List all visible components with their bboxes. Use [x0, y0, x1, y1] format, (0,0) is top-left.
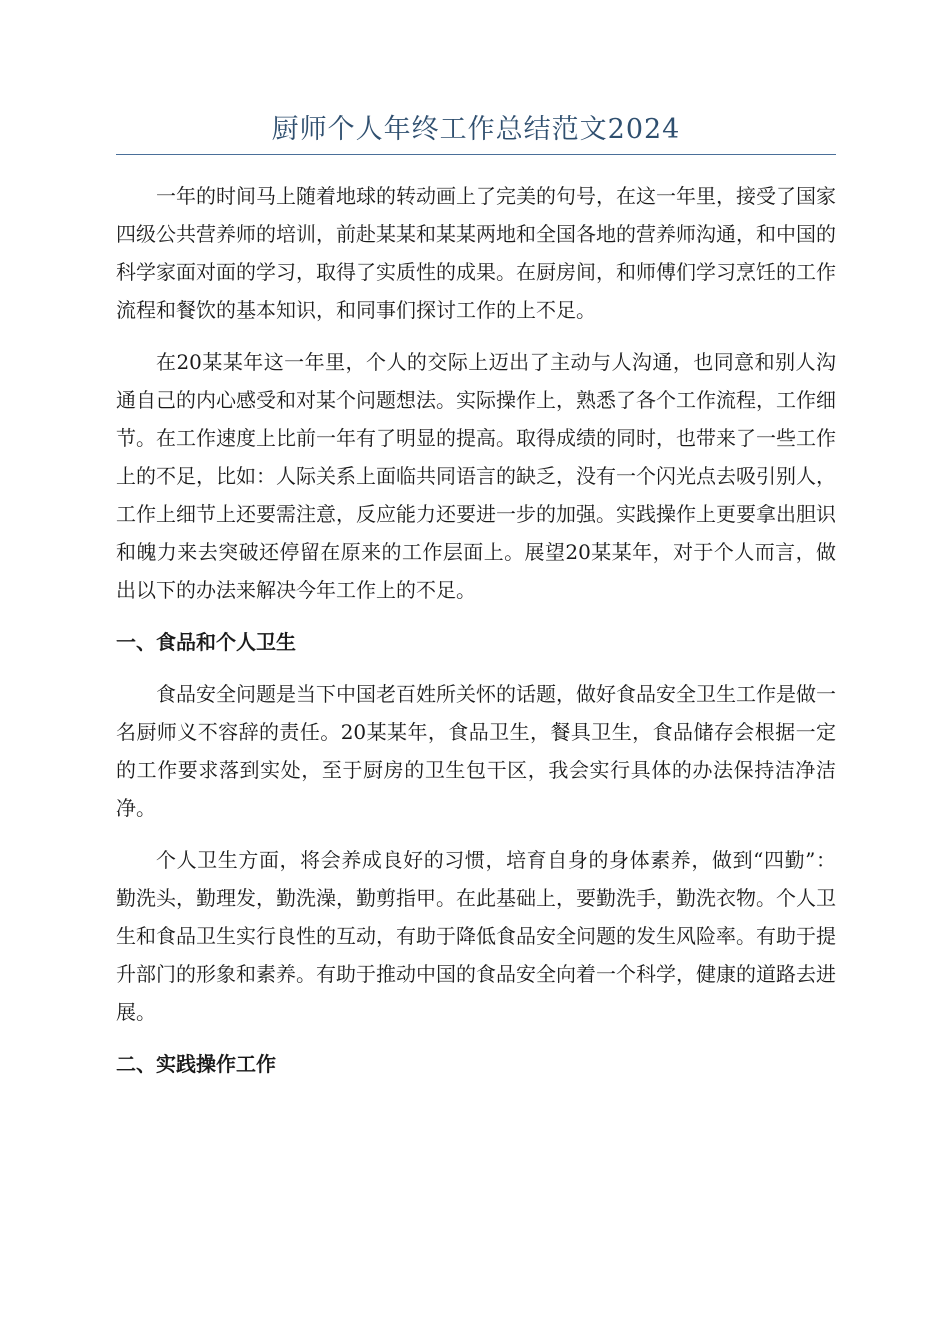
intro-paragraph-1: 一年的时间马上随着地球的转动画上了完美的句号，在这一年里，接受了国家四级公共营养师的培训，前赴某某和某某两地和全国各地的营养师沟通，和中国的科学家面对面的学习，取得了实质性的成果。在厨房间，和师傅们学习烹饪的工作流程和餐饮的基本知识，和同事们探讨工作的上不足。 [116, 184, 836, 322]
section1-paragraph-1: 食品安全问题是当下中国老百姓所关怀的话题，做好食品安全卫生工作是做一名厨师义不容辞的责任。20某某年，食品卫生，餐具卫生，食品储存会根据一定的工作要求落到实处，至于厨房的卫生包干区，我会实行具体的办法保持洁净洁净。 [116, 682, 836, 820]
section-heading-food-hygiene: 一、食品和个人卫生 [116, 630, 296, 654]
document-title: 厨师个人年终工作总结范文2024 [116, 108, 836, 155]
document-page [116, 108, 836, 1097]
section1-paragraph-2: 个人卫生方面，将会养成良好的习惯，培育自身的身体素养，做到“四勤”：勤洗头，勤理发，勤洗澡，勤剪指甲。在此基础上，要勤洗手，勤洗衣物。个人卫生和食品卫生实行良性的互动，有助于降低食品安全问题的发生风险率。有助于提升部门的形象和素养。有助于推动中国的食品安全向着一个科学，健康的道路去进展。 [116, 848, 836, 1024]
section-heading-practice: 二、实践操作工作 [116, 1052, 276, 1076]
intro-paragraph-2: 在20某某年这一年里，个人的交际上迈出了主动与人沟通，也同意和别人沟通自己的内心感受和对某个问题想法。实际操作上，熟悉了各个工作流程，工作细节。在工作速度上比前一年有了明显的提高。取得成绩的同时，也带来了一些工作上的不足，比如：人际关系上面临共同语言的缺乏，没有一个闪光点去吸引别人，工作上细节上还要需注意，反应能力还要进一步的加强。实践操作上更要拿出胆识和魄力来去突破还停留在原来的工作层面上。展望20某某年，对于个人而言，做出以下的办法来解决今年工作上的不足。 [116, 350, 836, 602]
